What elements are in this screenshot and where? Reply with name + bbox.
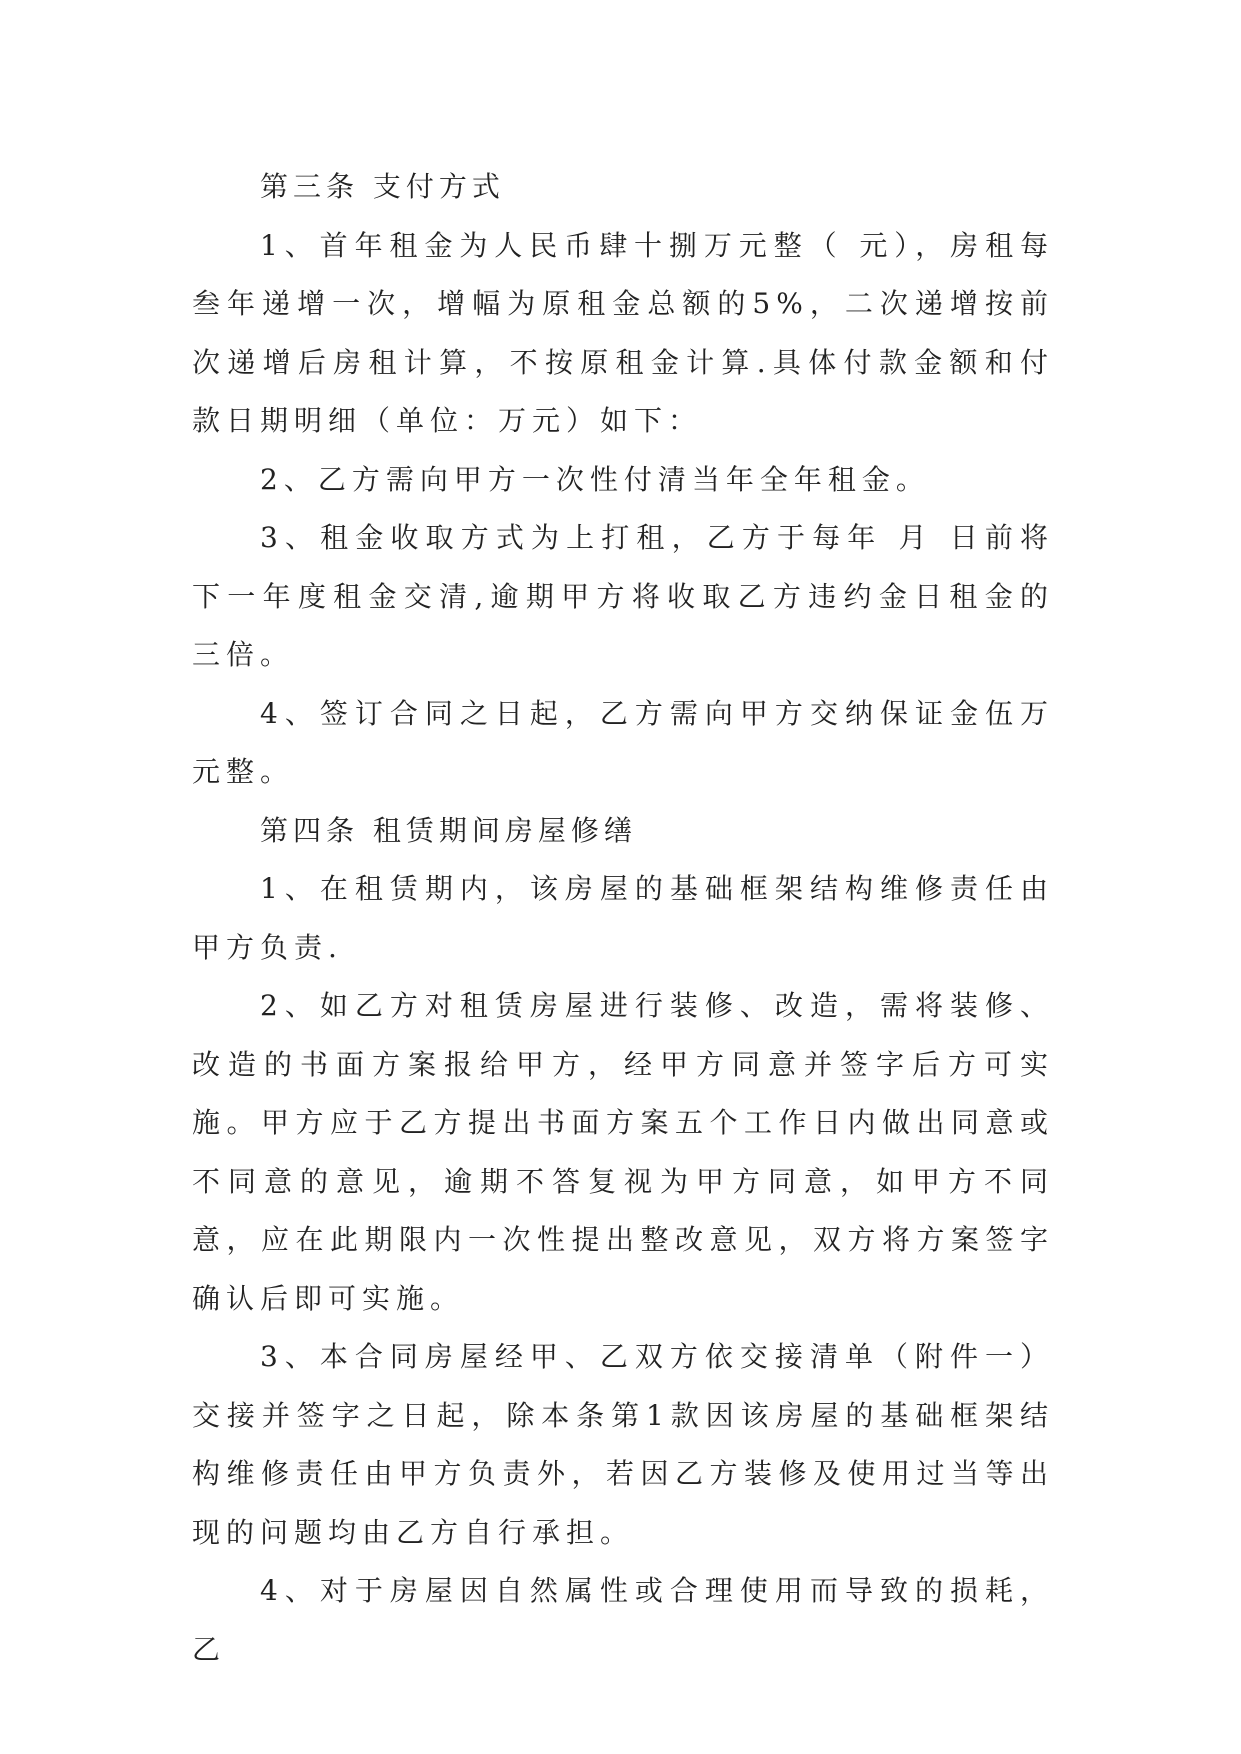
- clause-4-1: 1、在租赁期内，该房屋的基础框架结构维修责任由甲方负责.: [192, 872, 1054, 964]
- clause-3-1: 1、首年租金为人民币肆十捌万元整（ 元），房租每叁年递增一次，增幅为原租金总额的5%，二次递增按前次递增后房租计算，不按原租金计算.具体付款金额和付款日期明细（单位：万元）如下：: [192, 228, 1054, 437]
- clause-3-2: 2、乙方需向甲方一次性付清当年全年租金。: [260, 462, 930, 496]
- clause-4-2: 2、如乙方对租赁房屋进行装修、改造，需将装修、改造的书面方案报给甲方，经甲方同意并签字后方可实施。甲方应于乙方提出书面方案五个工作日内做出同意或不同意的意见，逾期不答复视为甲方同意，如甲方不同意，应在此期限内一次性提出整改意见，双方将方案签字确认后即可实施。: [192, 989, 1054, 1315]
- article-heading-3: 第三条 支付方式: [260, 170, 505, 203]
- article-heading-4: 第四条 租赁期间房屋修缮: [260, 813, 637, 847]
- document-body: [192, 158, 1054, 1679]
- clause-4-3: 3、本合同房屋经甲、乙双方依交接清单（附件一）交接并签字之日起，除本条第1款因该房屋的基础框架结构维修责任由甲方负责外，若因乙方装修及使用过当等出现的问题均由乙方自行承担。: [192, 1340, 1054, 1549]
- clause-4-4: 4、对于房屋因自然属性或合理使用而导致的损耗，乙: [192, 1574, 1054, 1666]
- clause-3-4: 4、签订合同之日起，乙方需向甲方交纳保证金伍万元整。: [192, 696, 1054, 788]
- clause-3-3: 3、租金收取方式为上打租，乙方于每年 月 日前将下一年度租金交清,逾期甲方将收取乙方违约金日租金的三倍。: [192, 521, 1054, 671]
